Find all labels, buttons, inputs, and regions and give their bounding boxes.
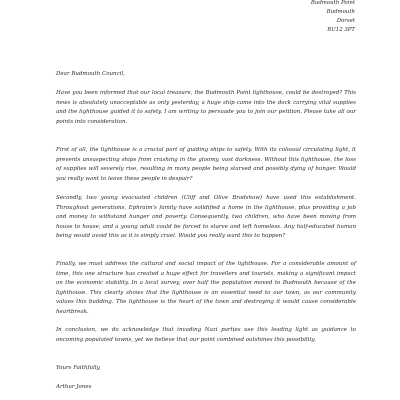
address-line: Budmouth Point <box>310 0 355 6</box>
paragraph-text: First of all, the lighthouse is a crucial part of guiding ships to safety. With its colossal circulating light, it prevents unsuspecting ships from crashing in the gloomy, vast darkness. Without this lighthouse, the loss of supplies will severely rise, resulting in many people being starved and possibly dying of hunger. Would you really want to leave these people in despair? <box>56 147 356 182</box>
letter-paragraph <box>56 89 356 127</box>
signature: Arthur Jones <box>56 384 92 390</box>
letter-paragraph <box>56 194 356 242</box>
address-line: BU12 3PT <box>327 27 355 33</box>
letter-paragraph <box>56 146 356 184</box>
letter-paragraph <box>56 326 356 345</box>
paragraph-text: Have you been informed that our local treasure, the Budmouth Point lighthouse, could be destroyed? This news is absolutely unacceptable as only yesterday, a huge ship came into the dock carrying vital supplies and the lighthouse guided it to safety. I am writing to persuade you to join our petition. Please take all our points into consideration. <box>56 90 356 125</box>
closing: Yours Faithfully, <box>56 365 101 371</box>
paragraph-text: In conclusion, we do acknowledge that invading Nazi parties use this leading light as guidance to oncoming populated towns, yet we believe that our point combined outshines this possibility. <box>56 327 356 343</box>
address-line: Dorset <box>336 18 355 24</box>
salutation: Dear Budmouth Council, <box>56 71 125 77</box>
letter-paragraph <box>56 260 356 317</box>
paragraph-text: Finally, we must address the cultural and social impact of the lighthouse. For a considerable amount of time, this one structure has created a huge effect for travellers and tourists, making a significant impact on the economic stability. In a local survey, over half the population moved to Budmouth because of the lighthouse. This clearly shows that the lighthouse is an essential need to our town, as our community values this building. The lighthouse is the heart of the town and destroying it would cause considerable heartbreak. <box>56 261 356 315</box>
paragraph-text: Secondly, two young evacuated children (Cliff and Olive Bradshaw) have used this establishment. Throughout generations, Ephraim's family have solidified a home in the lighthouse, plus providing a job and money to withstand hunger and poverty. Consequently, two children, who have been moving from house to house, and a young adult could be forced to starve and left homeless. Any half-educated human being would avoid this as it is simply cruel. Would you really want this to happen? <box>56 195 356 239</box>
address-line: Budmouth <box>326 9 355 15</box>
sender-address <box>311 0 355 35</box>
